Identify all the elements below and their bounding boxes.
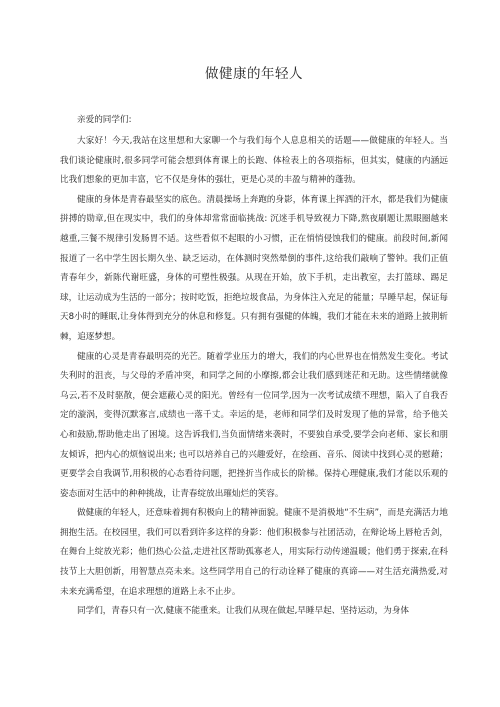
paragraph-intro: 大家好！今天,我站在这里想和大家聊一个与我们每个人息息相关的话题——做健康的年轻人。当我们谈论健康时,很多同学可能会想到体育课上的长跑、体检表上的各项指标，但其实，健康的内涵远比我们想象的更加丰富，它不仅是身体的强壮，更是心灵的丰盈与精神的蓬勃。 bbox=[60, 136, 448, 186]
paragraph-closing: 同学们，青春只有一次,健康不能重来。让我们从现在做起,早睡早起、坚持运动，为身体 bbox=[77, 606, 410, 617]
greeting-line: 亲爱的同学们: bbox=[77, 115, 132, 125]
paragraph-body-health: 健康的身体是青春最坚实的底色。清晨操场上奔跑的身影，体育课上挥洒的汗水，都是我们为健康拼搏的勋章,但在现实中，我们的身体却常常面临挑战: 沉迷手机导致视力下降,熬夜刷题让黑眼圈越来越重,三餐不规律引发肠胃不适。这些看似不起眼的小习惯，正在悄悄侵蚀我们的健康。前段时间,新闻报道了一名中学生因长期久坐、缺乏运动，在体测时突然晕倒的事件,这给我们敲响了警钟。我们正值青春年少，新陈代谢旺盛，身体的可塑性极强。从现在开始，放下手机，走出教室，去打篮球、踢足球，让运动成为生活的一部分；按时吃饭，拒绝垃圾食品，为身体注入充足的能量；早睡早起，保证每天8小时的睡眠,让身体得到充分的休息和修复。只有拥有强健的体魄，我们才能在未来的道路上披荆斩棘，追逐梦想。 bbox=[60, 194, 448, 342]
paragraph-positive-spirit: 做健康的年轻人，还意味着拥有积极向上的精神面貌。健康不是消极地“不生病”，而是充满活力地拥抱生活。在校园里，我们可以看到许多这样的身影：他们积极参与社团活动，在辩论场上唇枪舌剑，在舞台上绽放光彩；他们热心公益,走进社区帮助孤寡老人，用实际行动传递温暖；他们勇于探索,在科技节上大胆创新，用智慧点亮未来。这些同学用自己的行动诠释了健康的真谛——对生活充满热爱,对未来充满希望，在追求理想的道路上永不止步。 bbox=[60, 508, 448, 597]
paragraph-mental-health: 健康的心灵是青春最明亮的光芒。随着学业压力的增大，我们的内心世界也在悄然发生变化。考试失利时的沮丧，与父母的矛盾冲突，和同学之间的小摩擦,都会让我们感到迷茫和无助。这些情绪就像乌云,若不及时驱散，便会遮蔽心灵的阳光。曾经有一位同学,因为一次考试成绩不理想，陷入了自我否定的漩涡，变得沉默寡言,成绩也一落千丈。幸运的是，老师和同学们及时发现了他的异常，给予他关心和鼓励,帮助他走出了困境。这告诉我们,当负面情绪来袭时，不要独自承受,要学会向老师、家长和朋友倾诉，把内心的烦恼说出来; 也可以培养自己的兴趣爱好，在绘画、音乐、阅读中找到心灵的慰藉；更要学会自我调节,用积极的心态看待问题，把挫折当作成长的阶梯。保持心理健康,我们才能以乐观的姿态面对生活中的种种挑战，让青春绽放出璀灿烂的笑容。 bbox=[60, 351, 448, 499]
document-title: 做健康的年轻人 bbox=[205, 66, 303, 82]
